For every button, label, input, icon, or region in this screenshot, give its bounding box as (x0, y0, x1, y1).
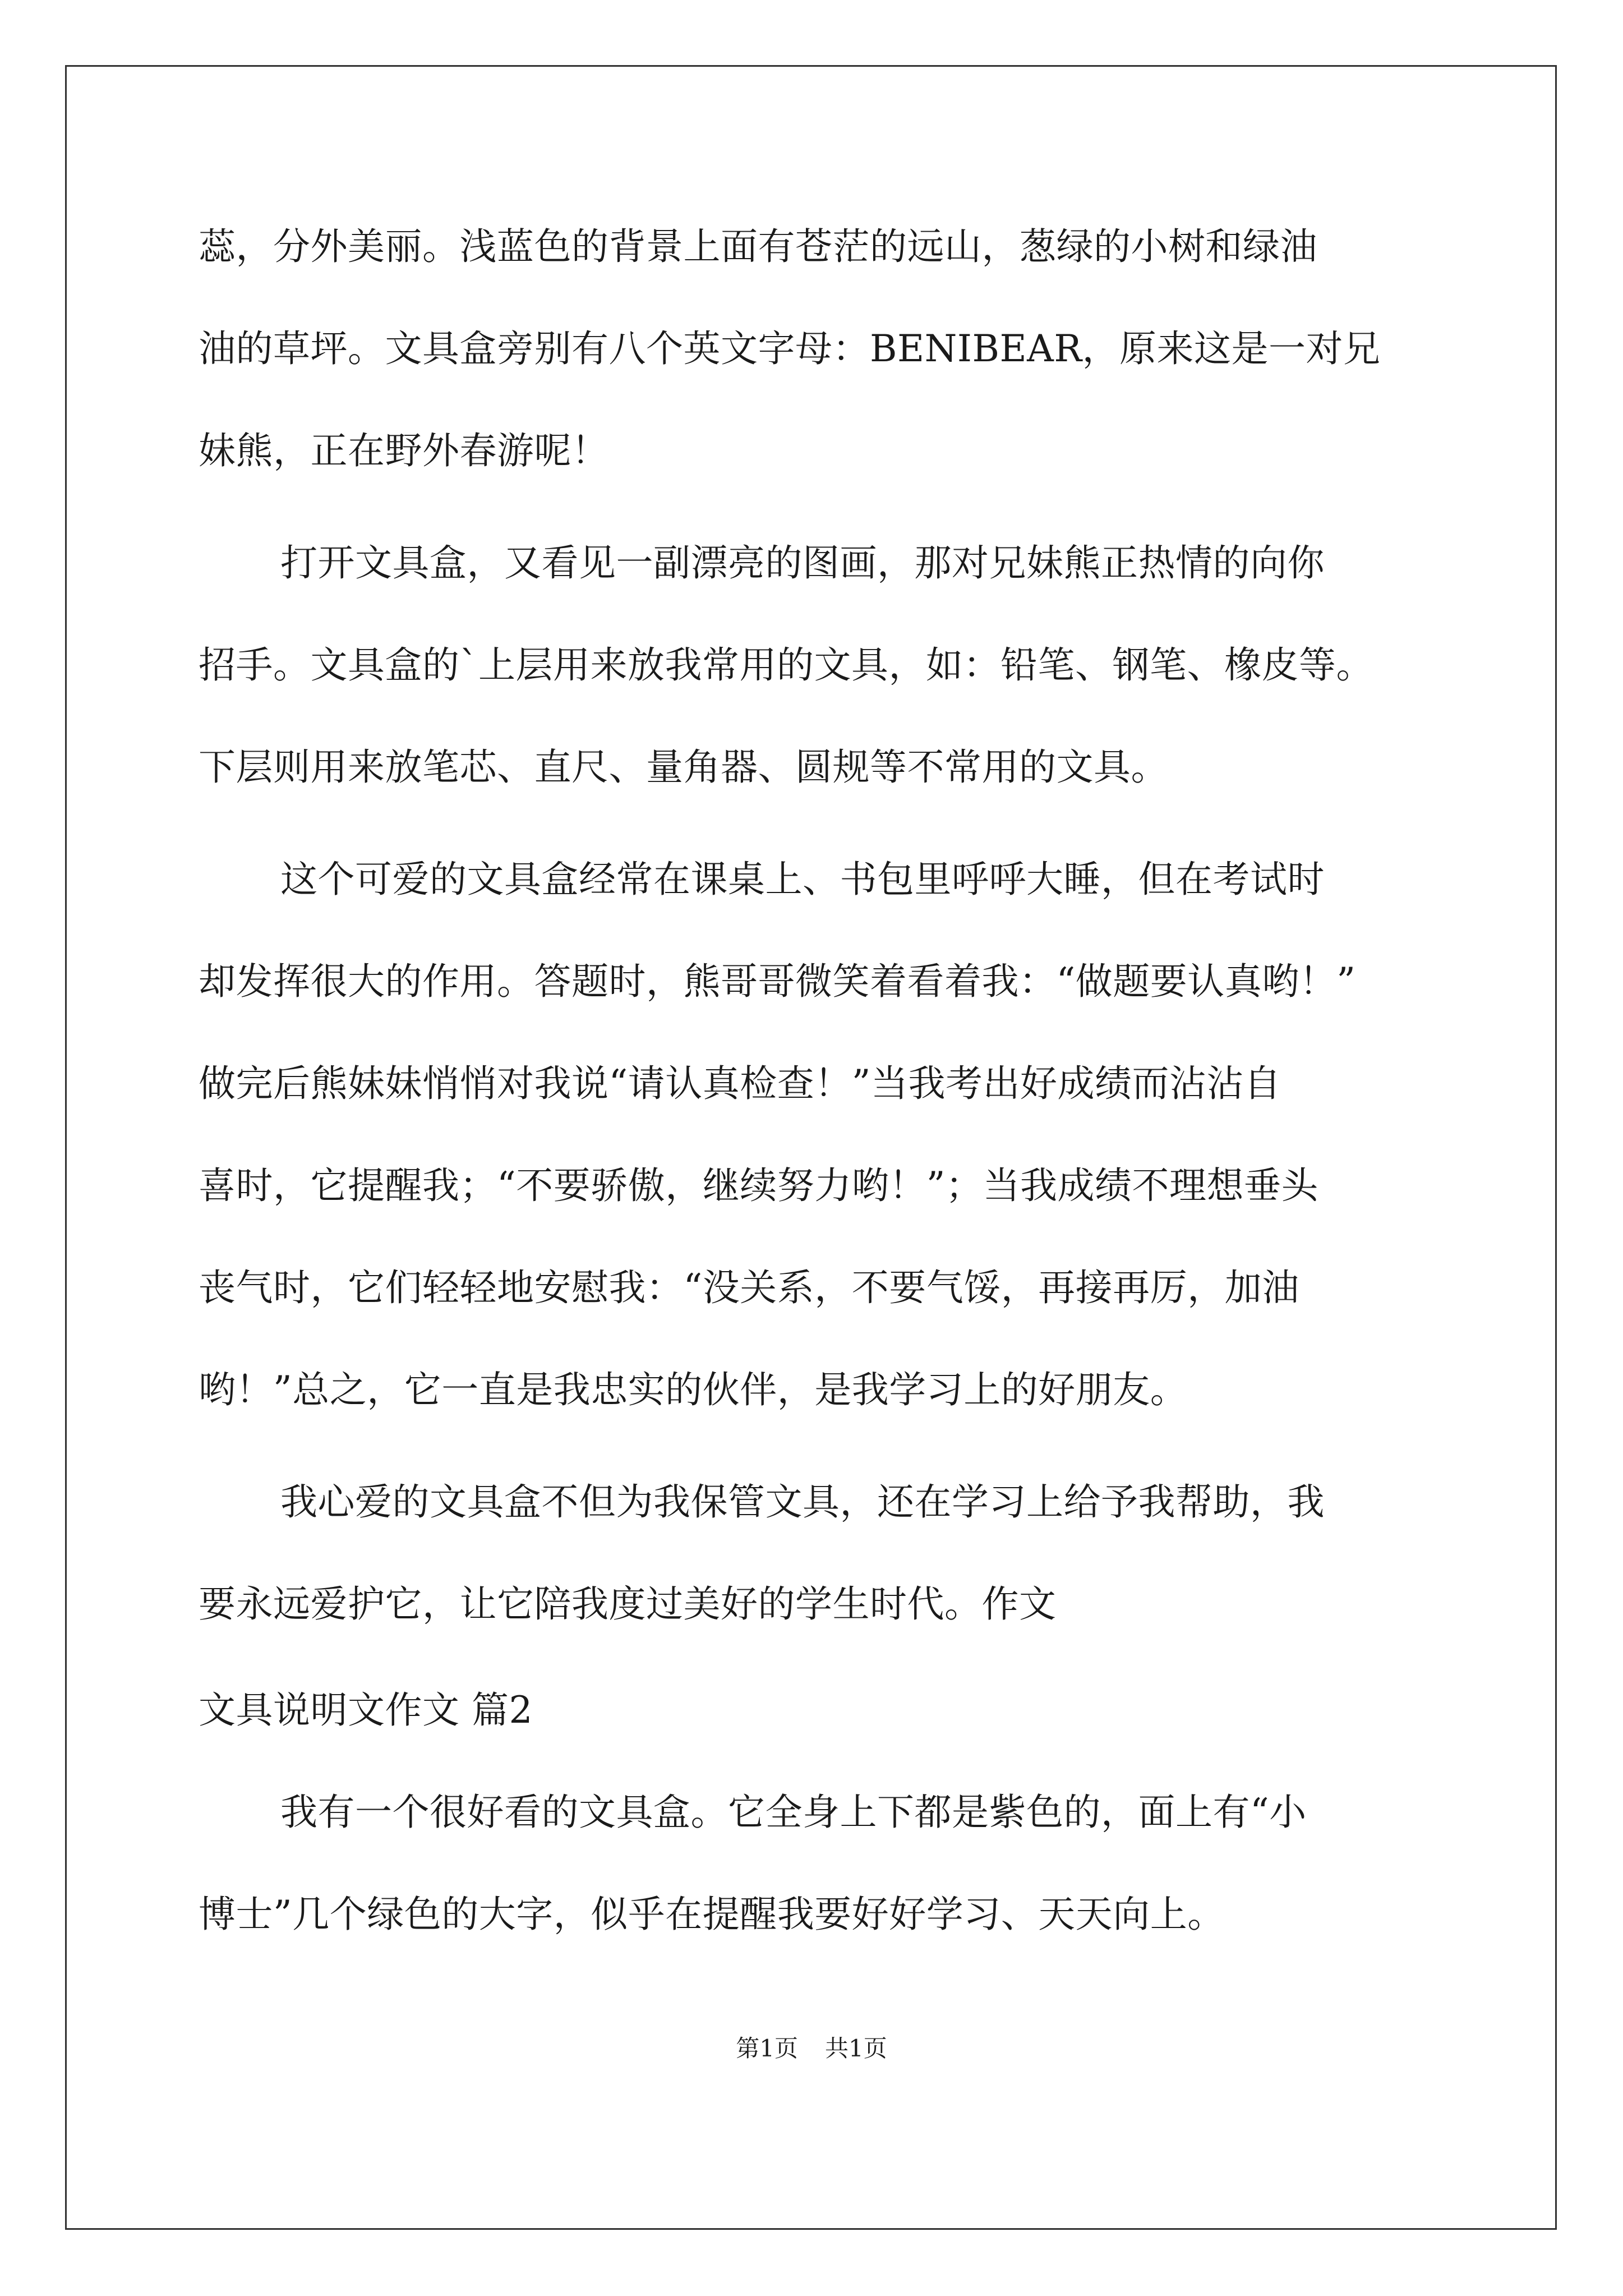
page-total: 共1页 (825, 2035, 887, 2062)
text-line: 做完后熊妹妹悄悄对我说“请认真检查！”当我考出好成绩而沾沾自 (199, 1062, 1281, 1105)
text-line: 却发挥很大的作用。答题时，熊哥哥微笑着看着我：“做题要认真哟！” (199, 960, 1356, 1003)
text-line: 妹熊，正在野外春游呢！ (199, 429, 609, 472)
text-line: 我有一个很好看的文具盒。它全身上下都是紫色的，面上有“小 (280, 1791, 1307, 1834)
text-line: 丧气时，它们轻轻地安慰我：“没关系，不要气馁，再接再厉，加油 (199, 1266, 1299, 1309)
section-heading: 文具说明文作文 篇2 (199, 1688, 533, 1732)
page-footer (0, 2032, 1623, 2065)
text-line: 蕊，分外美丽。浅蓝色的背景上面有苍茫的远山，葱绿的小树和绿油 (199, 225, 1317, 268)
text-line: 哟！”总之，它一直是我忠实的伙伴，是我学习上的好朋友。 (199, 1368, 1188, 1411)
text-line: 我心爱的文具盒不但为我保管文具，还在学习上给予我帮助，我 (280, 1480, 1325, 1524)
text-line: 下层则用来放笔芯、直尺、量角器、圆规等不常用的文具。 (199, 746, 1168, 789)
text-line: 招手。文具盒的`上层用来放我常用的文具，如：铅笔、钢笔、橡皮等。 (199, 643, 1373, 687)
text-line: 这个可爱的文具盒经常在课桌上、书包里呼呼大睡，但在考试时 (280, 858, 1325, 901)
text-line: 油的草坪。文具盒旁别有八个英文字母：BENIBEAR，原来这是一对兄 (199, 327, 1381, 370)
text-line: 喜时，它提醒我；“不要骄傲，继续努力哟！”；当我成绩不理想垂头 (199, 1164, 1318, 1207)
text-line: 要永远爱护它，让它陪我度过美好的学生时代。作文 (199, 1582, 1057, 1626)
text-line: 博士”几个绿色的大字，似乎在提醒我要好好学习、天天向上。 (199, 1893, 1225, 1936)
text-line: 打开文具盒，又看见一副漂亮的图画，那对兄妹熊正热情的向你 (280, 541, 1325, 585)
page-number: 第1页 (736, 2035, 798, 2062)
